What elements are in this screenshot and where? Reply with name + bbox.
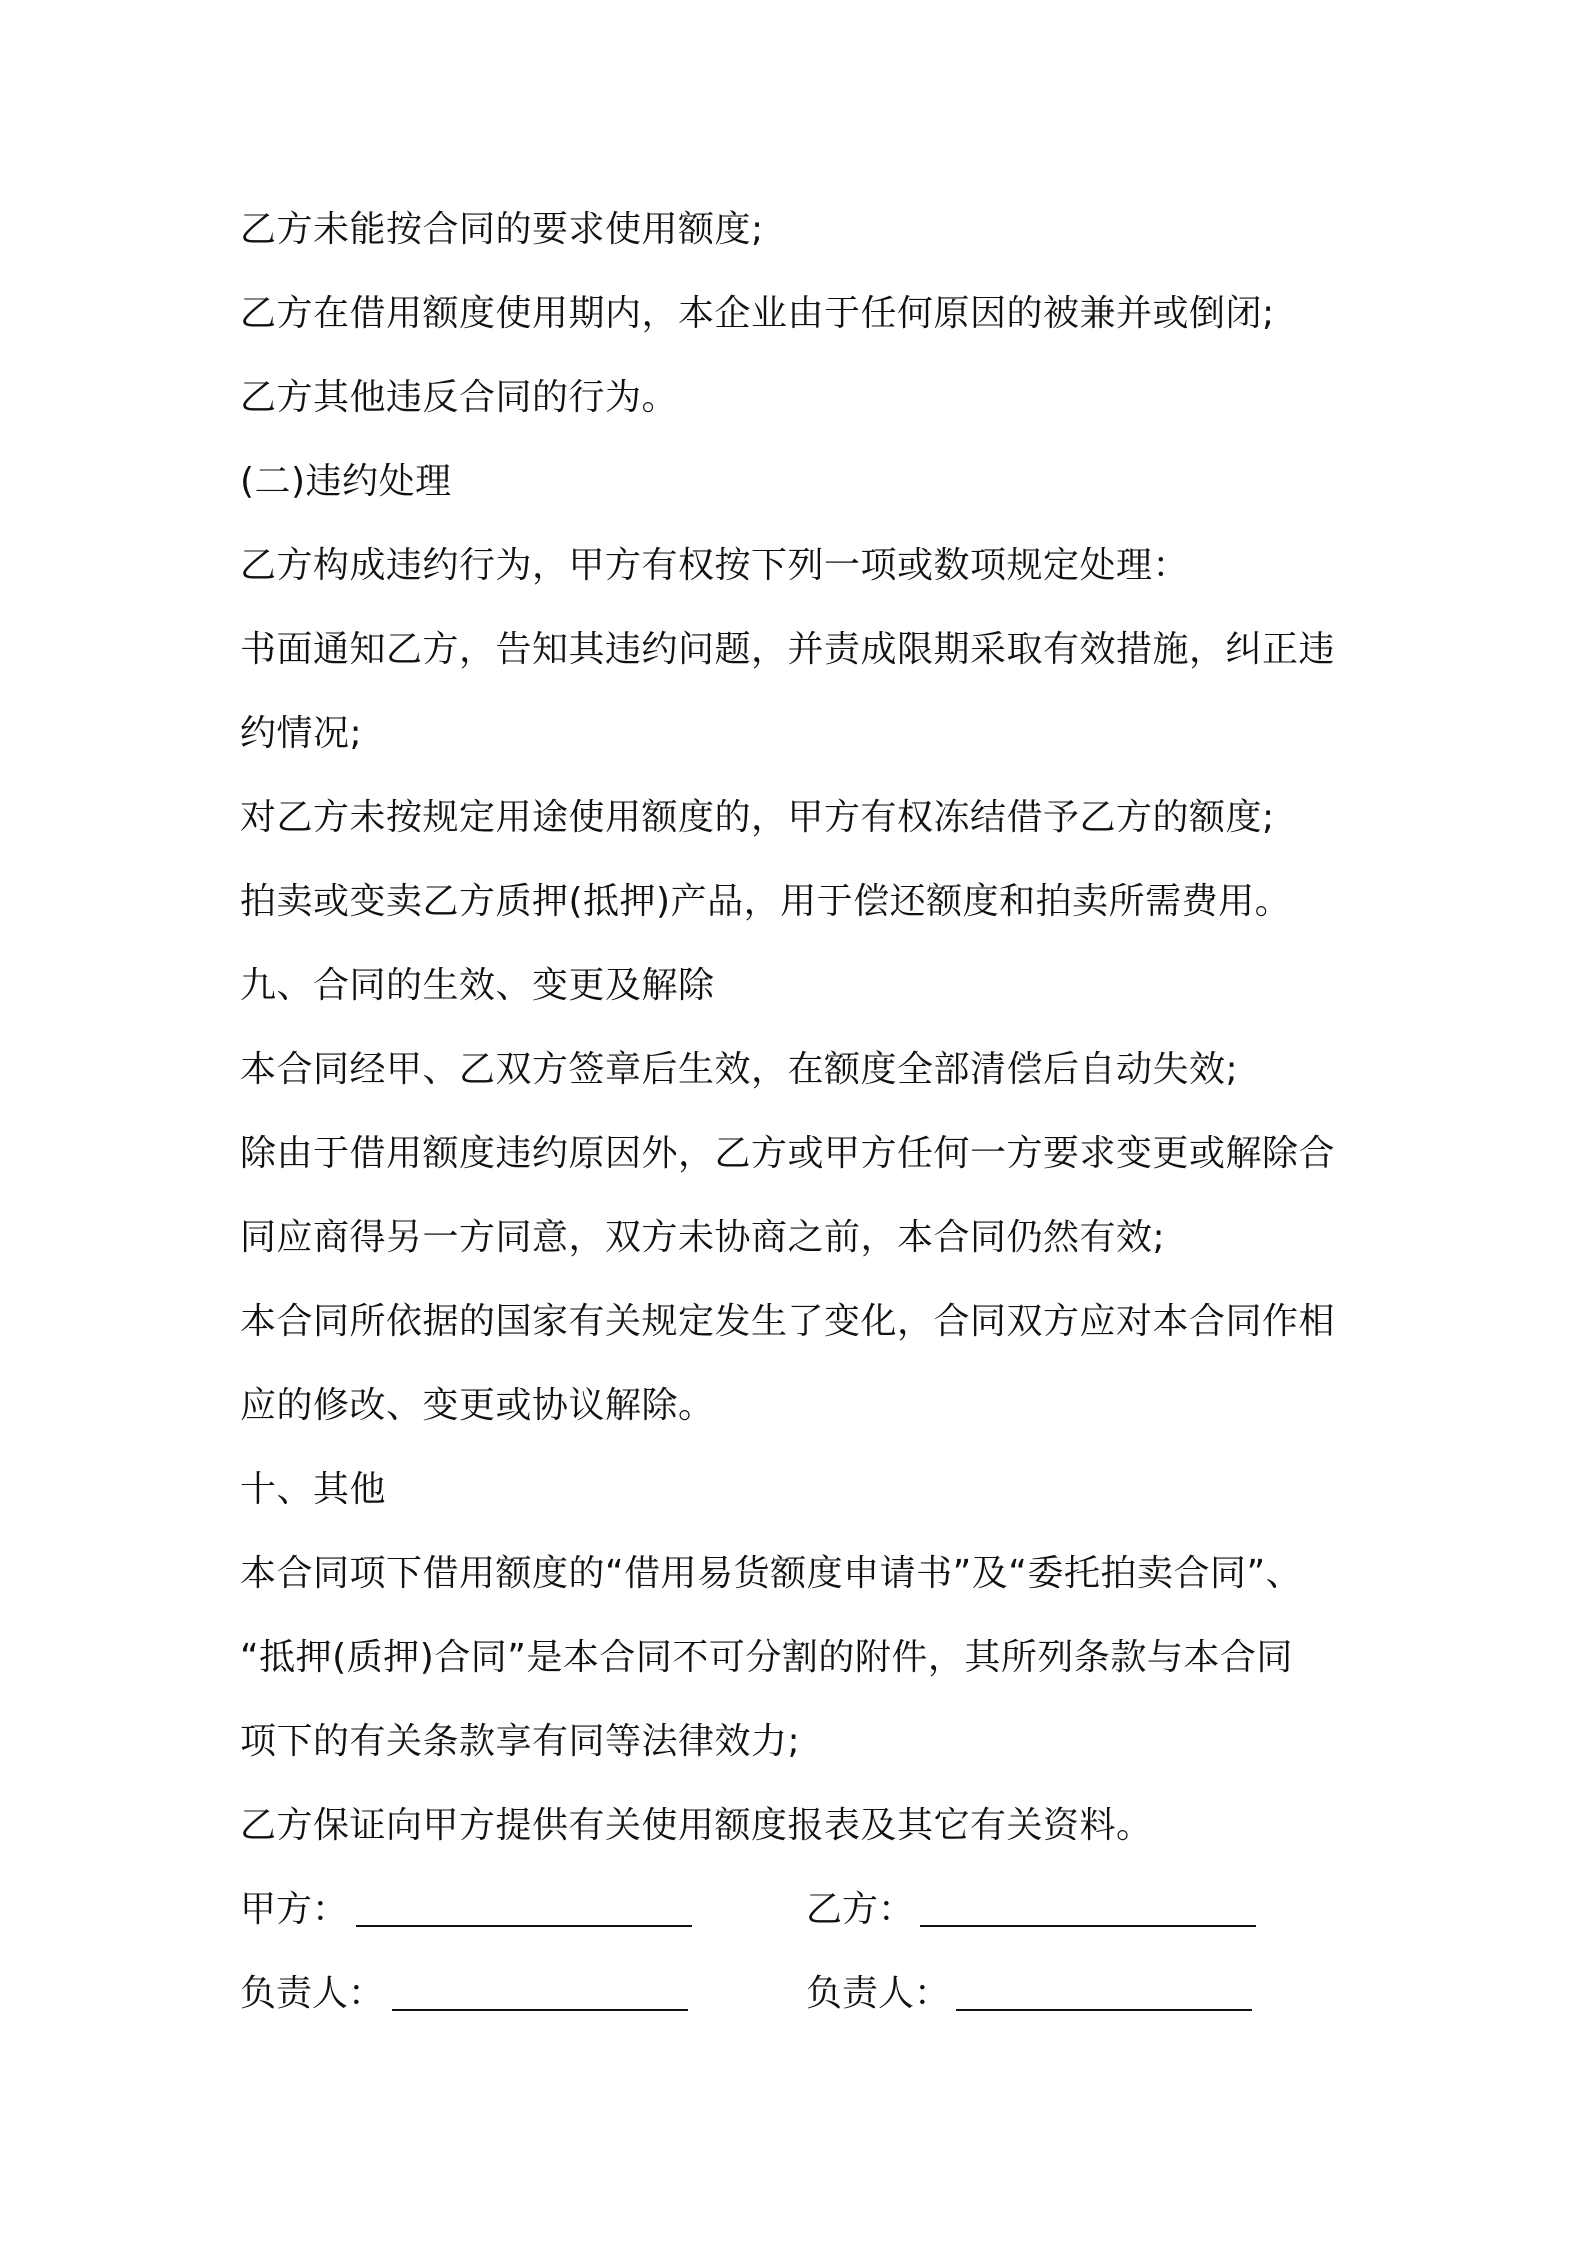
person-a-signature-line: [392, 2009, 688, 2011]
person-a-label: 负责人：: [240, 1973, 385, 2014]
party-a-signature-line: [356, 1925, 692, 1927]
text-line: 本合同项下借用额度的“借用易货额度申请书”及“委托拍卖合同”、: [240, 1553, 1303, 1594]
text-line: 项下的有关条款享有同等法律效力;: [240, 1721, 801, 1762]
section-heading: 十、其他: [240, 1469, 387, 1510]
party-b-signature-line: [920, 1925, 1256, 1927]
text-line: 除由于借用额度违约原因外，乙方或甲方任何一方要求变更或解除合: [240, 1133, 1336, 1174]
text-line: 同应商得另一方同意，双方未协商之前，本合同仍然有效;: [240, 1217, 1166, 1258]
text-line: 乙方其他违反合同的行为。: [240, 377, 679, 418]
text-line: 书面通知乙方，告知其违约问题，并责成限期采取有效措施，纠正违: [240, 629, 1336, 670]
text-line: 本合同所依据的国家有关规定发生了变化，合同双方应对本合同作相: [240, 1301, 1336, 1342]
section-heading: 九、合同的生效、变更及解除: [240, 965, 715, 1006]
section-heading: (二)违约处理: [240, 461, 452, 502]
text-line: 约情况;: [240, 713, 363, 754]
text-line: 乙方未能按合同的要求使用额度;: [240, 209, 764, 250]
text-line: 应的修改、变更或协议解除。: [240, 1385, 715, 1426]
text-line: 乙方保证向甲方提供有关使用额度报表及其它有关资料。: [240, 1805, 1153, 1846]
text-line: 乙方构成违约行为，甲方有权按下列一项或数项规定处理：: [240, 545, 1190, 586]
text-line: 对乙方未按规定用途使用额度的，甲方有权冻结借予乙方的额度;: [240, 797, 1275, 838]
text-line: “抵押(质押)合同”是本合同不可分割的附件，其所列条款与本合同: [240, 1637, 1293, 1678]
text-line: 本合同经甲、乙双方签章后生效，在额度全部清偿后自动失效;: [240, 1049, 1239, 1090]
text-line: 乙方在借用额度使用期内，本企业由于任何原因的被兼并或倒闭;: [240, 293, 1275, 334]
party-b-label: 乙方：: [806, 1889, 915, 1930]
party-a-label: 甲方：: [240, 1889, 349, 1930]
text-line: 拍卖或变卖乙方质押(抵押)产品，用于偿还额度和拍卖所需费用。: [240, 881, 1292, 922]
person-b-label: 负责人：: [806, 1973, 951, 2014]
person-b-signature-line: [956, 2009, 1252, 2011]
